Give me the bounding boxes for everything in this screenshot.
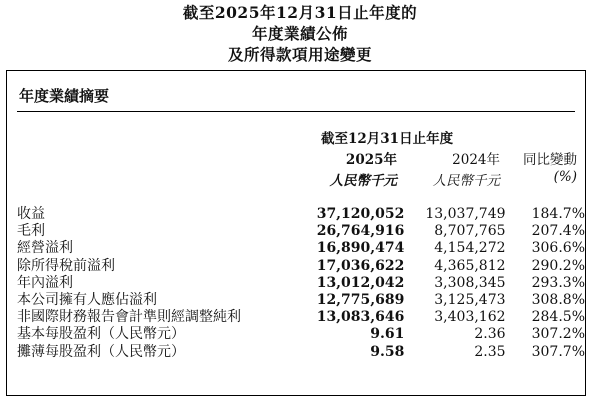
value-2024: 3,308,345 [434, 274, 506, 291]
document-title [0, 2, 600, 65]
yoy-change: 306.6% [531, 240, 585, 257]
yoy-change: 307.2% [531, 326, 585, 343]
row-label: 基本每股盈利（人民幣元） [17, 326, 185, 343]
row-label: 收益 [17, 206, 45, 222]
year-2024-header: 2024年 [452, 152, 500, 168]
yoy-change: 290.2% [531, 257, 585, 274]
value-2024: 13,037,749 [425, 206, 506, 222]
row-label: 攤薄每股盈利（人民幣元） [17, 343, 185, 360]
title-line-2: 年度業績公佈 [251, 24, 348, 43]
value-2025: 12,775,689 [316, 292, 405, 309]
unit-2025-header: 人民幣千元 [329, 173, 397, 189]
yoy-change: 307.7% [531, 343, 585, 360]
row-label: 毛利 [17, 223, 45, 240]
value-2025: 9.58 [370, 343, 405, 360]
value-2024: 4,365,812 [434, 257, 506, 274]
value-2025: 13,012,042 [316, 274, 405, 291]
value-2024: 3,403,162 [434, 309, 506, 326]
yoy-change: 284.5% [531, 309, 585, 326]
section-divider [17, 111, 575, 112]
title-line-1: 截至2025年12月31日止年度的 [182, 3, 418, 22]
results-table [17, 206, 585, 361]
value-2025: 13,083,646 [316, 309, 405, 326]
row-label: 本公司擁有人應佔溢利 [17, 292, 157, 309]
row-label: 經營溢利 [17, 240, 73, 257]
table-row [17, 309, 585, 326]
change-header: 同比變動 [523, 152, 577, 168]
value-2024: 2.36 [474, 326, 506, 343]
value-2024: 4,154,272 [434, 240, 506, 257]
summary-box [6, 70, 586, 396]
table-row [17, 275, 585, 292]
value-2025: 17,036,622 [316, 257, 405, 274]
row-label: 年內溢利 [17, 274, 73, 291]
table-row [17, 223, 585, 240]
value-2024: 8,707,765 [434, 223, 506, 240]
value-2024: 3,125,473 [434, 292, 506, 309]
table-row [17, 258, 585, 275]
yoy-change: 293.3% [531, 274, 585, 291]
table-row [17, 326, 585, 343]
period-header: 截至12月31日止年度 [321, 131, 454, 147]
row-label: 除所得稅前溢利 [17, 257, 115, 274]
table-row [17, 344, 585, 361]
table-row [17, 206, 585, 223]
yoy-change: 184.7% [531, 206, 585, 222]
value-2025: 9.61 [370, 326, 405, 343]
value-2025: 26,764,916 [316, 223, 405, 240]
value-2025: 37,120,052 [316, 206, 405, 222]
value-2024: 2.35 [474, 343, 506, 360]
row-label: 非國際財務報告會計準則經調整純利 [17, 309, 241, 326]
table-row [17, 240, 585, 257]
title-line-3: 及所得款項用途變更 [227, 45, 372, 64]
yoy-change: 207.4% [531, 223, 585, 240]
yoy-change: 308.8% [531, 292, 585, 309]
change-unit-header: (%) [553, 169, 577, 185]
year-2025-header: 2025年 [345, 152, 397, 168]
section-title: 年度業績摘要 [19, 87, 110, 105]
value-2025: 16,890,474 [316, 240, 405, 257]
table-row [17, 292, 585, 309]
unit-2024-header: 人民幣千元 [432, 173, 500, 189]
